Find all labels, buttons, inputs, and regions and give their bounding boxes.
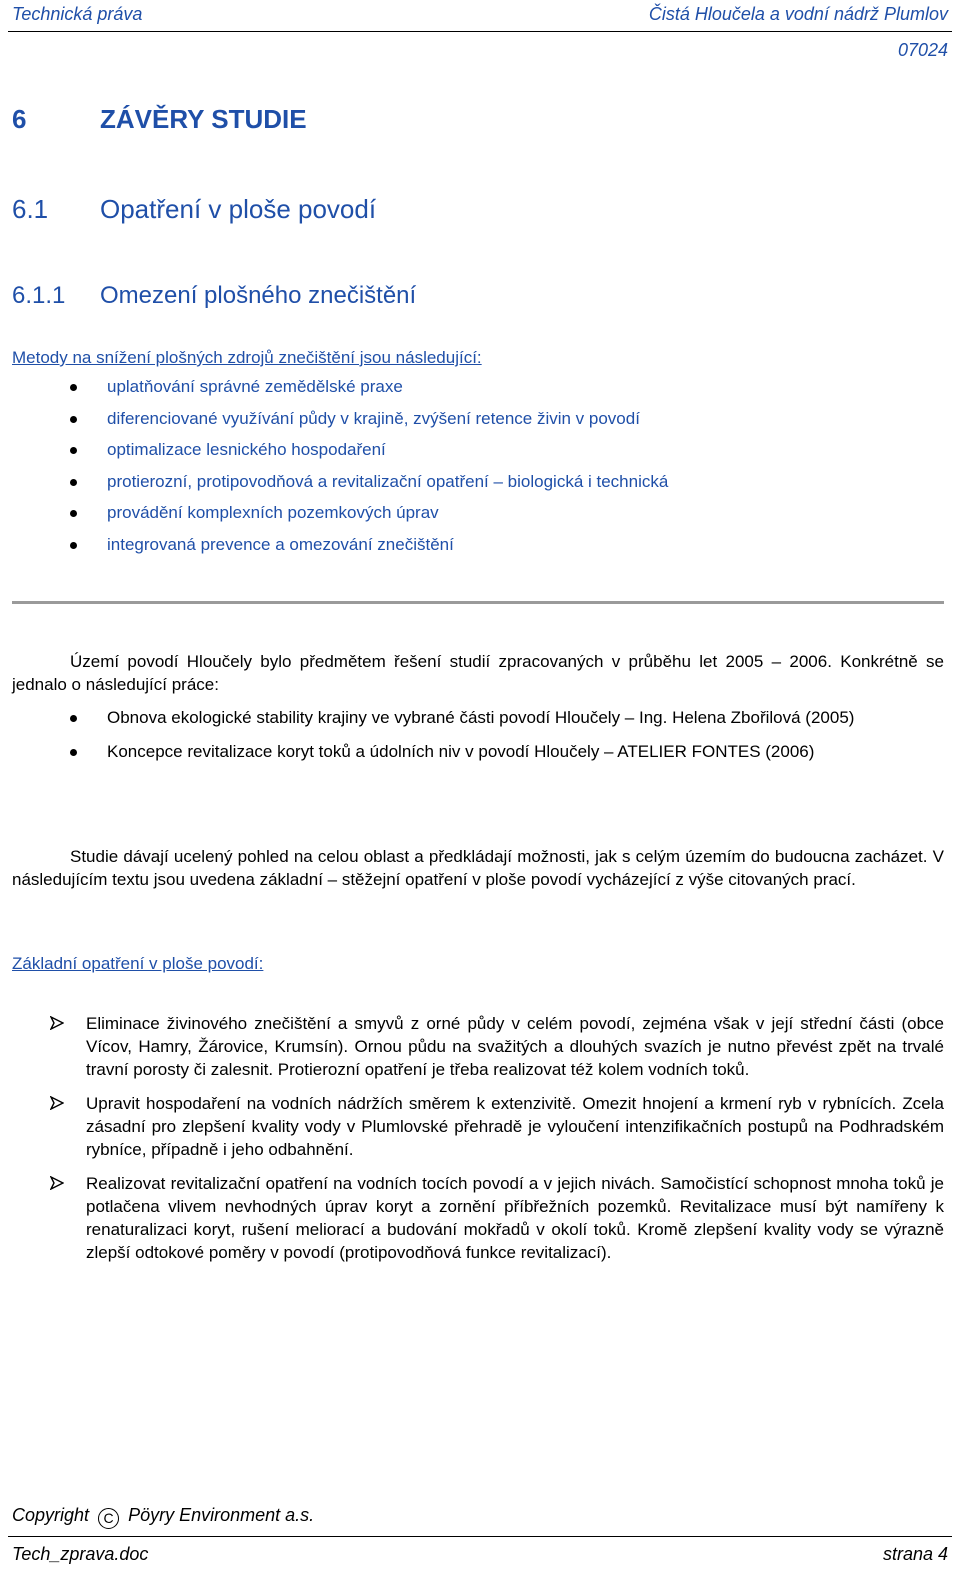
- studies-list: [70, 706, 944, 774]
- arrow-bullet-icon: [50, 1176, 64, 1190]
- heading-2-title: Opatření v ploše povodí: [100, 194, 377, 224]
- header-divider: [8, 31, 952, 32]
- list-item-text: optimalizace lesnického hospodaření: [107, 440, 386, 459]
- bullet-dot-icon: [70, 447, 77, 454]
- studies-summary: [12, 845, 944, 891]
- list-item-text: Koncepce revitalizace koryt toků a údolních niv v povodí Hloučely – ATELIER FONTES (2006): [107, 742, 815, 761]
- section-separator: [12, 601, 944, 604]
- list-item: [46, 1172, 944, 1264]
- bullet-dot-icon: [70, 416, 77, 423]
- list-item-text: uplatňování správné zemědělské praxe: [107, 377, 403, 396]
- list-item: [70, 706, 944, 729]
- list-item: [70, 439, 930, 471]
- document-number: 07024: [897, 40, 948, 60]
- studies-paragraph: [12, 650, 944, 696]
- studies-summary-text: Studie dávají ucelený pohled na celou oblast a předkládají možnosti, jak s celým územím do budoucna zacházet. V následujícím textu jsou uvedena základní – stěžejní opatření v ploše povodí vycházející z výše citovaných prací.: [12, 847, 944, 889]
- heading-1-title: ZÁVĚRY STUDIE: [100, 104, 307, 134]
- list-item-text: Upravit hospodaření na vodních nádržích směrem k extenzivitě. Omezit hnojení a krmení ryb v rybnících. Zcela zásadní pro zlepšení kvality vody v Plumlovské přehradě je vyloučení intenzifikačních postupů na Podhradském rybníce, případně i jeho odbahnění.: [86, 1094, 944, 1159]
- bullet-dot-icon: [70, 479, 77, 486]
- copyright-label: Copyright: [12, 1505, 90, 1525]
- list-item: [70, 408, 930, 440]
- footer-filename: Tech_zprava.doc: [12, 1544, 149, 1564]
- heading-3-title: Omezení plošného znečištění: [100, 282, 417, 309]
- company-name: Pöyry Environment a.s.: [128, 1505, 315, 1525]
- methods-list: [70, 376, 930, 565]
- list-item-text: protierozní, protipovodňová a revitalizační opatření – biologická i technická: [107, 471, 669, 491]
- bullet-dot-icon: [70, 510, 77, 517]
- list-item: [46, 1012, 944, 1081]
- list-item-text: Eliminace živinového znečištění a smyvů z orné půdy v celém povodí, zejména však v její střední části (obce Vícov, Hamry, Žárovice, Krumsín). Ornou půdu na svažitých a dlouhých svazích je nutno převést zpět na trvalé travní porosty či zalesnit. Protierozní opatření je třeba realizovat též kolem vodních toků.: [86, 1014, 944, 1079]
- bullet-dot-icon: [70, 749, 77, 756]
- measures-list: [46, 1012, 944, 1275]
- footer-divider: [8, 1536, 952, 1537]
- header-report-type: Technická práva: [12, 4, 143, 24]
- header-project-title: Čistá Hloučela a vodní nádrž Plumlov: [648, 4, 948, 24]
- copyright-icon: C: [98, 1508, 119, 1529]
- footer-page-number: strana 4: [882, 1544, 948, 1564]
- bullet-dot-icon: [70, 384, 77, 391]
- list-item: [70, 534, 930, 566]
- heading-1-number: 6: [12, 104, 27, 134]
- list-item-text: provádění komplexních pozemkových úprav: [107, 503, 439, 522]
- arrow-bullet-icon: [50, 1096, 64, 1110]
- arrow-bullet-icon: [50, 1016, 64, 1030]
- list-item: [70, 376, 930, 408]
- footer-copyright: [12, 1505, 314, 1529]
- list-item: [70, 471, 930, 503]
- heading-3-number: 6.1.1: [12, 282, 66, 309]
- heading-2-number: 6.1: [12, 194, 49, 224]
- methods-intro: Metody na snížení plošných zdrojů znečištění jsou následující:: [12, 348, 482, 367]
- list-item: [70, 502, 930, 534]
- bullet-dot-icon: [70, 542, 77, 549]
- list-item: [46, 1092, 944, 1161]
- bullet-dot-icon: [70, 715, 77, 722]
- list-item-text: Realizovat revitalizační opatření na vodních tocích povodí a v jejich nivách. Samočistící schopnost mnoha toků je potlačena vlivem nevhodných úprav koryt a zornění příbřežních pozemků. Revitalizace musí být namířeny k renaturalizaci koryt, rušení meliorací a budování mokřadů v okolí toků. Kromě zlepšení kvality vody se výrazně zlepší odtokové poměry v povodí (protipovodňová funkce revitalizací).: [86, 1174, 944, 1262]
- list-item: [70, 740, 944, 763]
- list-item-text: integrovaná prevence a omezování znečištění: [107, 534, 454, 554]
- list-item-text: diferenciované využívání půdy v krajině, zvýšení retence živin v povodí: [107, 408, 640, 428]
- studies-paragraph-text: Území povodí Hloučely bylo předmětem řešení studií zpracovaných v průběhu let 2005 – 2006. Konkrétně se jednalo o následující práce:: [12, 652, 944, 694]
- measures-heading: Základní opatření v ploše povodí:: [12, 954, 264, 973]
- list-item-text: Obnova ekologické stability krajiny ve vybrané části povodí Hloučely – Ing. Helena Zbořilová (2005): [107, 708, 855, 727]
